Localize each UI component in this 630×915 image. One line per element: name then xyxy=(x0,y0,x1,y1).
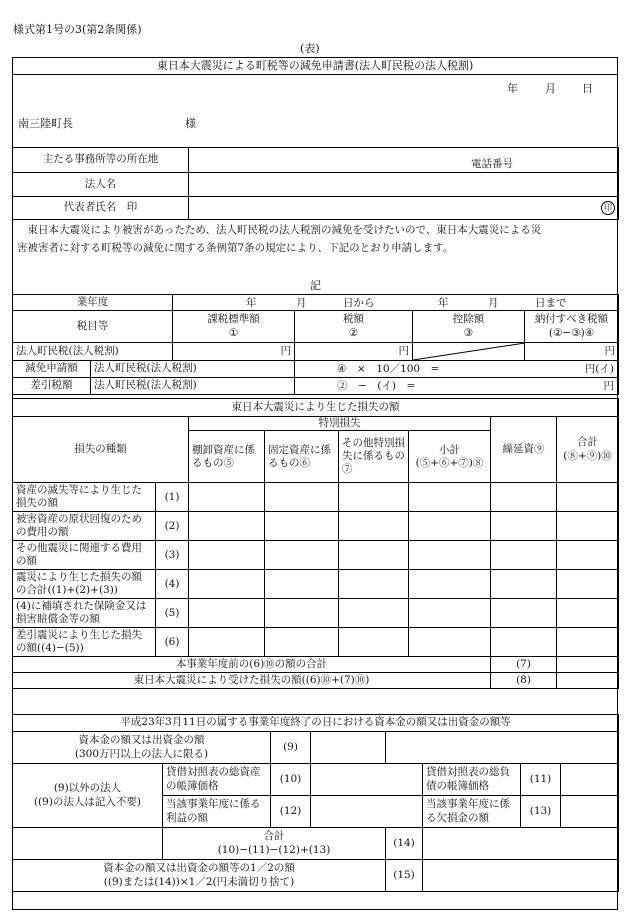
other-special-col-header: その他特別損失に係るもの⑦ xyxy=(339,431,409,483)
r13-field[interactable] xyxy=(561,796,619,828)
loss-value-cell[interactable] xyxy=(491,512,557,541)
diagonal-slash xyxy=(413,343,525,360)
tax-row-label: 法人町民税(法人税割) xyxy=(13,343,173,361)
office-address-field[interactable] xyxy=(189,148,619,173)
loss-row xyxy=(13,512,619,541)
loss-row-label: 震災により生じた損失の額の合計((1)+(2)+(3)) xyxy=(13,570,156,599)
fy-from-month: 月 xyxy=(296,297,307,309)
net-formula: ② − (イ) = xyxy=(337,380,416,392)
loss-value-cell[interactable] xyxy=(265,541,339,570)
r15-field[interactable] xyxy=(423,860,619,892)
corp-name-label: 法人名 xyxy=(13,173,189,197)
inventory-col-header: 棚卸資産に係るもの⑤ xyxy=(189,431,265,483)
fixed-asset-col-header: 固定資産に係るもの⑥ xyxy=(265,431,339,483)
prior-total-field[interactable] xyxy=(557,657,619,673)
loss-value-cell[interactable] xyxy=(189,599,265,628)
form-title: 東日本大震災による町税等の減免申請書(法人町民税の法人税割) xyxy=(13,58,618,75)
office-address-label: 主たる事務所等の所在地 xyxy=(13,148,189,173)
recipient: 南三陸町長 xyxy=(18,117,73,130)
reduction-field[interactable] xyxy=(295,361,619,378)
fy-from-year: 年 xyxy=(246,297,257,309)
capital-r9-label: 資本金の額又は出資金の額 (300万円以上の法人に限る) xyxy=(13,732,271,764)
loss-value-cell[interactable] xyxy=(491,541,557,570)
loss-value-cell[interactable] xyxy=(189,628,265,657)
fy-from-day: 日から xyxy=(343,297,375,309)
date-day: 日 xyxy=(582,82,593,95)
loss-row-label: 資産の滅失等により生じた損失の額 xyxy=(13,483,156,512)
loss-row-label: 差引震災により生じた損失の額((4)−(5)) xyxy=(13,628,156,657)
col-payable: 納付すべき税額 (②−③)④ xyxy=(525,311,619,343)
r10-label: 貸借対照表の総資産の帳簿価格 xyxy=(163,764,271,796)
loss-value-cell[interactable] xyxy=(339,628,409,657)
loss-value-cell[interactable] xyxy=(557,483,619,512)
loss-row xyxy=(13,483,619,512)
r13-label: 当該事業年度に係る欠損金の額 xyxy=(423,796,521,828)
tax-table xyxy=(12,294,619,395)
r10-field[interactable] xyxy=(311,764,423,796)
loss-type-label: 損失の種類 xyxy=(13,417,189,483)
payable-field[interactable]: 円 xyxy=(525,343,619,361)
loss-value-cell[interactable] xyxy=(339,512,409,541)
loss-value-cell[interactable] xyxy=(265,599,339,628)
loss-row-label: その他震災に関連する費用の額 xyxy=(13,541,156,570)
fy-to-month: 月 xyxy=(488,297,499,309)
loss-value-cell[interactable] xyxy=(265,483,339,512)
fy-to-year: 年 xyxy=(438,297,449,309)
r12-field[interactable] xyxy=(311,796,423,828)
deferred-col-header: 繰延資⑨ xyxy=(491,417,557,483)
r14-no: (14) xyxy=(386,828,423,860)
capital-table xyxy=(12,714,619,892)
r15-label: 資本金の額又は出資金の額等の1／2の額 ((9)または(14))×1／2(円未満切り捨て) xyxy=(13,860,386,892)
capital-r9-field[interactable] xyxy=(311,732,386,764)
r11-field[interactable] xyxy=(561,764,619,796)
total-loss-no: (8) xyxy=(491,673,557,689)
reduction-label: 減免申請額 xyxy=(13,361,91,378)
loss-value-cell[interactable] xyxy=(339,599,409,628)
loss-value-cell[interactable] xyxy=(339,483,409,512)
tax-amount-field[interactable]: 円 xyxy=(295,343,413,361)
fiscal-year-field[interactable] xyxy=(173,295,619,311)
loss-value-cell[interactable] xyxy=(265,570,339,599)
loss-value-cell[interactable] xyxy=(265,628,339,657)
net-unit: 円 xyxy=(603,380,614,392)
loss-value-cell[interactable] xyxy=(557,599,619,628)
r11-label: 貸借対照表の総負債の帳簿価格 xyxy=(423,764,521,796)
applicant-table xyxy=(12,147,619,220)
special-loss-label: 特別損失 xyxy=(189,417,491,431)
loss-row-no: (6) xyxy=(156,628,189,657)
loss-value-cell[interactable] xyxy=(409,541,491,570)
total-col-header: 合計(⑧+⑨)⑩ xyxy=(557,417,619,483)
date-month: 月 xyxy=(545,82,556,95)
loss-row xyxy=(13,628,619,657)
subtotal-col-header: 小計(⑤+⑥+⑦)⑧ xyxy=(409,431,491,483)
total-loss-label: 東日本大震災により受けた損失の額((6)⑩+(7)⑩) xyxy=(13,673,491,689)
loss-value-cell[interactable] xyxy=(557,570,619,599)
honorific: 様 xyxy=(185,117,196,130)
loss-value-cell[interactable] xyxy=(491,628,557,657)
r13-no: (13) xyxy=(521,796,561,828)
other-corp-label: (9)以外の法人 ((9)の法人は記入不要) xyxy=(13,764,163,828)
loss-row-no: (2) xyxy=(156,512,189,541)
col-taxable-base: 課税標準額 ① xyxy=(173,311,295,343)
statement-line-1: 東日本大震災により被害があったため、法人町民税の法人税割の減免を受けたいので、東日本大震災による災 xyxy=(17,224,542,236)
ki-label: 記 xyxy=(310,279,321,292)
loss-value-cell[interactable] xyxy=(339,541,409,570)
r12-label: 当該事業年度に係る利益の額 xyxy=(163,796,271,828)
r15-no: (15) xyxy=(386,860,423,892)
reduction-unit: 円(イ) xyxy=(584,363,614,375)
loss-value-cell[interactable] xyxy=(491,570,557,599)
total-loss-field[interactable] xyxy=(557,673,619,689)
loss-row-label: (4)に補填された保険金又は損害賠償金等の額 xyxy=(13,599,156,628)
representative-field[interactable] xyxy=(189,197,619,220)
col-deduction: 控除額 ③ xyxy=(413,311,525,343)
loss-value-cell[interactable] xyxy=(409,599,491,628)
loss-value-cell[interactable] xyxy=(557,628,619,657)
loss-value-cell[interactable] xyxy=(557,512,619,541)
loss-value-cell[interactable] xyxy=(409,512,491,541)
tax-item-label: 税目等 xyxy=(13,311,173,343)
taxable-base-field[interactable]: 円 xyxy=(173,343,295,361)
loss-title: 東日本大震災により生じた損失の額 xyxy=(13,399,619,417)
loss-row xyxy=(13,570,619,599)
loss-row xyxy=(13,599,619,628)
loss-value-cell[interactable] xyxy=(339,570,409,599)
fy-to-day: 日まで xyxy=(535,297,567,309)
loss-value-cell[interactable] xyxy=(409,628,491,657)
r14-label: 合計 (10)−(11)−(12)+(13) xyxy=(163,828,386,860)
r14-spacer xyxy=(13,828,163,860)
phone-label: 電話番号 xyxy=(471,158,513,170)
loss-row-no: (4) xyxy=(156,570,189,599)
prior-total-label: 本事業年度前の(6)⑩の額の合計 xyxy=(13,657,491,673)
loss-row xyxy=(13,541,619,570)
seal-stamp-icon: 印 xyxy=(601,201,615,215)
r14-field[interactable] xyxy=(423,828,619,860)
loss-value-cell[interactable] xyxy=(189,541,265,570)
fiscal-year-label: 業年度 xyxy=(13,295,173,311)
loss-value-cell[interactable] xyxy=(491,599,557,628)
capital-r9-empty xyxy=(386,732,619,764)
deduction-field[interactable] xyxy=(413,343,525,361)
loss-value-cell[interactable] xyxy=(491,483,557,512)
corp-name-field[interactable] xyxy=(189,173,619,197)
loss-value-cell[interactable] xyxy=(189,483,265,512)
reduction-formula: ④ × 10／100 = xyxy=(337,363,440,375)
prior-total-no: (7) xyxy=(491,657,557,673)
reduction-item: 法人町民税(法人税割) xyxy=(91,361,295,378)
loss-row-no: (1) xyxy=(156,483,189,512)
capital-r9-no: (9) xyxy=(271,732,311,764)
loss-value-cell[interactable] xyxy=(189,570,265,599)
loss-value-cell[interactable] xyxy=(409,483,491,512)
date-year: 年 xyxy=(507,82,518,95)
loss-row-no: (5) xyxy=(156,599,189,628)
capital-title: 平成23年3月11日の属する事業年度終了の日における資本金の額又は出資金の額等 xyxy=(13,715,619,732)
loss-value-cell[interactable] xyxy=(265,512,339,541)
title-table xyxy=(12,57,618,75)
r10-no: (10) xyxy=(271,764,311,796)
net-tax-label: 差引税額 xyxy=(13,378,91,395)
r11-no: (11) xyxy=(521,764,561,796)
loss-value-cell[interactable] xyxy=(557,541,619,570)
net-tax-field[interactable] xyxy=(295,378,619,395)
loss-value-cell[interactable] xyxy=(409,570,491,599)
form-number: 様式第1号の3(第2条関係) xyxy=(13,23,142,36)
r12-no: (12) xyxy=(271,796,311,828)
loss-row-label: 被害資産の原状回復のための費用の額 xyxy=(13,512,156,541)
col-tax-amount: 税額 ② xyxy=(295,311,413,343)
net-tax-item: 法人町民税(法人税割) xyxy=(91,378,295,395)
page-side-label: (表) xyxy=(300,42,320,55)
loss-row-no: (3) xyxy=(156,541,189,570)
loss-value-cell[interactable] xyxy=(189,512,265,541)
representative-label: 代表者氏名 印 xyxy=(13,197,189,220)
statement-line-2: 害被害者に対する町税等の減免に関する条例第7条の規定により、下記のとおり申請します。 xyxy=(17,242,454,254)
loss-table xyxy=(12,398,619,689)
